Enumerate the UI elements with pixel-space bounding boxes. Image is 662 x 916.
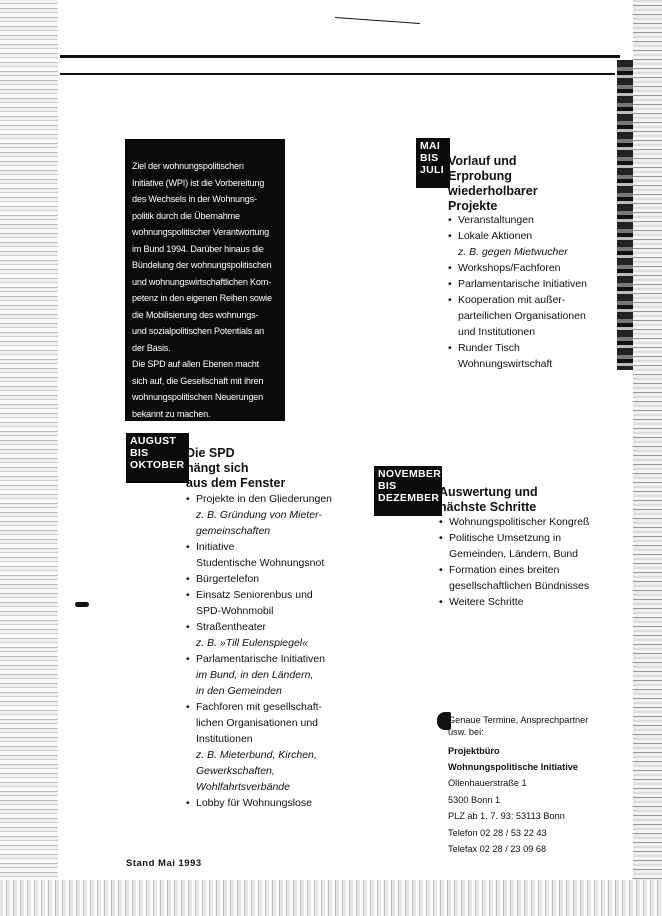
list-item-text: • Weitere Schritte [449, 596, 524, 608]
list-item-text: • Lobby für Wohnungslose [196, 797, 312, 809]
list-item-text: • Initiative Studentische Wohnungsnot [196, 541, 325, 569]
heading-august-oktober: Die SPD hängt sich aus dem Fenster [186, 446, 286, 490]
footer-stand: Stand Mai 1993 [126, 858, 202, 869]
list-item [186, 699, 356, 795]
list-item [186, 587, 356, 619]
scan-mark [335, 17, 420, 24]
list-item-example: z. B. »Till Eulenspiegel« [196, 637, 308, 649]
date-box-november-dezember: NOVEMBER BIS DEZEMBER [374, 466, 442, 516]
top-rule-secondary [60, 73, 615, 75]
contact-city: 5300 Bonn 1 [448, 794, 501, 805]
date-box-august-oktober: AUGUST BIS OKTOBER [126, 433, 189, 483]
intro-text: Ziel der wohnungspolitischen Initiative (WPI) ist die Vorbereitung des Wechsels in der Wohnungs- politik durch die Übernahme wohnungspolitischer Verantwortung im Bund 1994. Darüber hinaus die Bündelung der wohnungspolitischen und wohnungswirtschaftlichen Kom- petenz in den eigenen Reihen sowie die Mobilisierung des wohnungs- und sozialpolitischen Potentials an der Basis. Die SPD auf allen Ebenen macht sich auf, die Gesellschaft mit ihren wohnungspolitischen Neuerungen bekannt zu machen. [132, 161, 272, 419]
list-item-example: im Bund, in den Ländern, in den Gemeinden [196, 669, 314, 697]
list-item-example: z. B. gegen Mietwucher [458, 246, 568, 258]
list-item [448, 340, 618, 372]
list-item-text: • Fachforen mit gesellschaft- lichen Organisationen und Institutionen [196, 701, 323, 745]
list-item [439, 562, 614, 594]
list-item-text: • Formation eines breiten gesellschaftlichen Bündnisses [449, 564, 590, 592]
list-item [186, 539, 356, 571]
contact-fax: Telefax 02 28 / 23 09 68 [448, 844, 547, 854]
list-november-dezember [439, 514, 614, 610]
list-item [186, 491, 356, 539]
list-item [448, 260, 618, 276]
contact-block [448, 715, 618, 858]
heading-mai-juli: Vorlauf und Erprobung wiederholbarer Projekte [448, 154, 538, 213]
intro-box [125, 139, 285, 421]
list-item [439, 514, 614, 530]
list-item-text: • Politische Umsetzung in Gemeinden, Ländern, Bund [449, 532, 579, 560]
top-rule [60, 55, 620, 58]
list-item [448, 292, 618, 340]
list-item-text: • Straßentheater [196, 621, 267, 633]
scan-right-edge [633, 0, 662, 916]
list-mai-juli [448, 212, 618, 372]
binding-strip [617, 60, 633, 370]
list-item [448, 276, 618, 292]
contact-plz: PLZ ab 1. 7. 93: 53113 Bonn [448, 811, 565, 821]
heading-november-dezember: Auswertung und nächste Schritte [439, 485, 538, 514]
list-item-text: • Kooperation mit außer- parteilichen Organisationen und Institutionen [458, 294, 586, 338]
list-item-text: • Lokale Aktionen [458, 230, 533, 242]
scan-blot [75, 602, 89, 607]
list-item-text: • Einsatz Seniorenbus und SPD-Wohnmobil [196, 589, 313, 617]
list-item-example: z. B. Gründung von Mieter- gemeinschaften [196, 509, 322, 537]
contact-intro: Genaue Termine, Ansprechpartner usw. bei: [448, 715, 589, 737]
list-item [186, 571, 356, 587]
list-item [186, 651, 356, 699]
list-item-text: • Bürgertelefon [196, 573, 260, 585]
scan-left-edge [0, 0, 58, 916]
list-item-text: • Runder Tisch Wohnungswirtschaft [458, 342, 553, 370]
list-item [186, 619, 356, 651]
scan-bottom-edge [0, 880, 662, 916]
list-item [186, 795, 356, 811]
list-item [448, 212, 618, 228]
list-item [448, 228, 618, 260]
list-item-text: • Parlamentarische Initiativen [458, 278, 587, 290]
list-item-text: • Projekte in den Gliederungen [196, 493, 333, 505]
list-item [439, 530, 614, 562]
list-item [439, 594, 614, 610]
list-item-example: z. B. Mieterbund, Kirchen, Gewerkschaften, Wohlfahrtsverbände [196, 749, 317, 793]
list-item-text: • Veranstaltungen [458, 214, 534, 226]
contact-phone: Telefon 02 28 / 53 22 43 [448, 827, 547, 838]
date-box-mai-juli: MAI BIS JULI [416, 138, 450, 188]
contact-org: Projektbüro Wohnungspolitische Initiative [448, 746, 578, 772]
list-item-text: • Workshops/Fachforen [458, 262, 561, 274]
contact-street: Ollenhauerstraße 1 [448, 778, 527, 788]
list-item-text: • Wohnungspolitischer Kongreß [449, 516, 590, 528]
list-item-text: • Parlamentarische Initiativen [196, 653, 325, 665]
list-august-oktober [186, 491, 356, 811]
